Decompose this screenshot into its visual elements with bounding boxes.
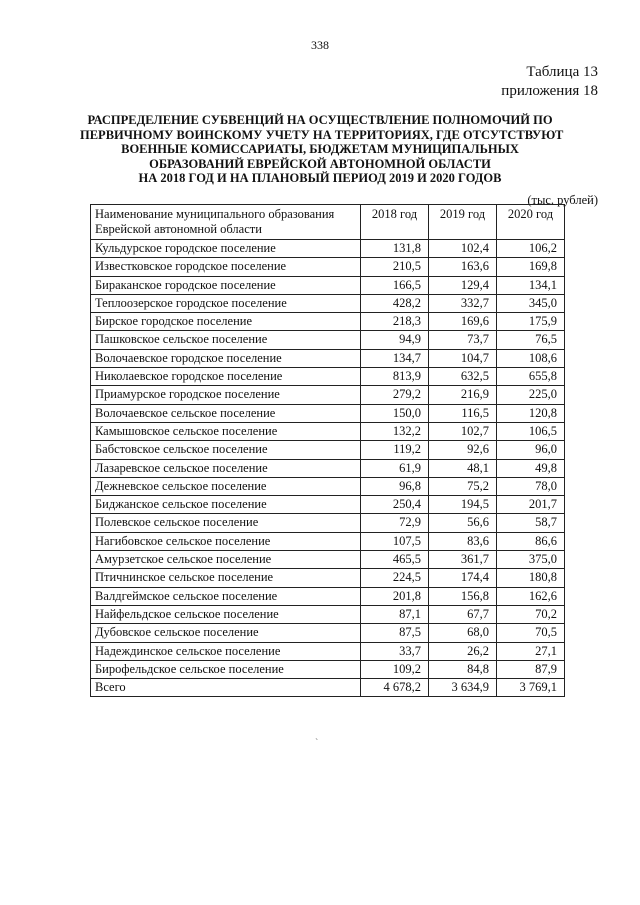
value-2020-cell: 655,8 <box>497 368 565 386</box>
value-2020-cell: 106,5 <box>497 422 565 440</box>
table-row <box>91 459 565 477</box>
value-2018-cell: 96,8 <box>361 477 429 495</box>
value-2018-cell: 119,2 <box>361 441 429 459</box>
value-2019-cell: 163,6 <box>429 258 497 276</box>
title-line: НА 2018 ГОД И НА ПЛАНОВЫЙ ПЕРИОД 2019 И 2020 ГОДОВ <box>138 171 502 186</box>
table-row <box>91 551 565 569</box>
title-line: РАСПРЕДЕЛЕНИЕ СУБВЕНЦИЙ НА ОСУЩЕСТВЛЕНИЕ ПОЛНОМОЧИЙ ПО <box>87 113 553 127</box>
municipality-cell: Волочаевское сельское поселение <box>91 404 361 422</box>
value-2018-cell: 224,5 <box>361 569 429 587</box>
value-2020-cell: 70,2 <box>497 605 565 623</box>
value-2020-cell: 134,1 <box>497 276 565 294</box>
title-line: ПЕРВИЧНОМУ ВОИНСКОМУ УЧЕТУ НА ТЕРРИТОРИЯХ, ГДЕ ОТСУТСТВУЮТ <box>80 127 564 142</box>
municipality-cell: Волочаевское городское поселение <box>91 349 361 367</box>
table-row <box>91 642 565 660</box>
value-2020-cell: 169,8 <box>497 258 565 276</box>
value-2019-cell: 194,5 <box>429 496 497 514</box>
value-2018-cell: 132,2 <box>361 422 429 440</box>
value-2018-cell: 87,5 <box>361 624 429 642</box>
municipality-cell: Нагибовское сельское поселение <box>91 532 361 550</box>
value-2018-cell: 72,9 <box>361 514 429 532</box>
municipality-cell: Найфельдское сельское поселение <box>91 605 361 623</box>
table-row <box>91 404 565 422</box>
municipality-cell: Бабстовское сельское поселение <box>91 441 361 459</box>
value-2019-cell: 129,4 <box>429 276 497 294</box>
value-2018-cell: 94,9 <box>361 331 429 349</box>
table-row <box>91 624 565 642</box>
value-2019-cell: 174,4 <box>429 569 497 587</box>
table-row <box>91 605 565 623</box>
table-row <box>91 386 565 404</box>
table-row <box>91 660 565 678</box>
value-2020-cell: 27,1 <box>497 642 565 660</box>
document-title <box>80 113 564 186</box>
value-2018-cell: 150,0 <box>361 404 429 422</box>
value-2019-cell: 3 634,9 <box>429 679 497 697</box>
table-header-row <box>91 205 565 240</box>
value-2020-cell: 180,8 <box>497 569 565 587</box>
value-2019-cell: 83,6 <box>429 532 497 550</box>
table-row <box>91 349 565 367</box>
value-2019-cell: 75,2 <box>429 477 497 495</box>
value-2020-cell: 106,2 <box>497 240 565 258</box>
municipality-cell: Бирофельдское сельское поселение <box>91 660 361 678</box>
units-label: (тыс. рублей) <box>527 193 598 207</box>
table-row <box>91 368 565 386</box>
value-2018-cell: 33,7 <box>361 642 429 660</box>
value-2019-cell: 169,6 <box>429 313 497 331</box>
value-2018-cell: 107,5 <box>361 532 429 550</box>
value-2020-cell: 225,0 <box>497 386 565 404</box>
municipality-cell: Амурзетское сельское поселение <box>91 551 361 569</box>
municipality-cell: Николаевское городское поселение <box>91 368 361 386</box>
table-row <box>91 331 565 349</box>
table-row <box>91 240 565 258</box>
title-line: ОБРАЗОВАНИЙ ЕВРЕЙСКОЙ АВТОНОМНОЙ ОБЛАСТИ <box>149 156 491 171</box>
value-2018-cell: 166,5 <box>361 276 429 294</box>
value-2019-cell: 102,4 <box>429 240 497 258</box>
value-2018-cell: 210,5 <box>361 258 429 276</box>
title-line: ВОЕННЫЕ КОМИССАРИАТЫ, БЮДЖЕТАМ МУНИЦИПАЛЬНЫХ <box>121 142 519 157</box>
table-row <box>91 422 565 440</box>
municipality-cell: Дубовское сельское поселение <box>91 624 361 642</box>
value-2019-cell: 216,9 <box>429 386 497 404</box>
municipality-cell: Надеждинское сельское поселение <box>91 642 361 660</box>
table-row <box>91 477 565 495</box>
value-2020-cell: 49,8 <box>497 459 565 477</box>
value-2019-cell: 56,6 <box>429 514 497 532</box>
municipality-cell: Пашковское сельское поселение <box>91 331 361 349</box>
table-reference-line2: приложения 18 <box>501 83 598 99</box>
value-2019-cell: 632,5 <box>429 368 497 386</box>
municipality-cell: Теплоозерское городское поселение <box>91 294 361 312</box>
header-2019: 2019 год <box>429 205 497 240</box>
table-row <box>91 276 565 294</box>
value-2019-cell: 361,7 <box>429 551 497 569</box>
table-row <box>91 514 565 532</box>
table-reference-line1: Таблица 13 <box>526 64 598 80</box>
value-2020-cell: 120,8 <box>497 404 565 422</box>
value-2018-cell: 131,8 <box>361 240 429 258</box>
value-2019-cell: 48,1 <box>429 459 497 477</box>
value-2020-cell: 345,0 <box>497 294 565 312</box>
page-number: 338 <box>311 38 329 52</box>
value-2018-cell: 813,9 <box>361 368 429 386</box>
header-2020: 2020 год <box>497 205 565 240</box>
table-row <box>91 532 565 550</box>
value-2018-cell: 201,8 <box>361 587 429 605</box>
header-2018: 2018 год <box>361 205 429 240</box>
value-2020-cell: 175,9 <box>497 313 565 331</box>
value-2020-cell: 162,6 <box>497 587 565 605</box>
value-2018-cell: 4 678,2 <box>361 679 429 697</box>
table-row <box>91 294 565 312</box>
value-2019-cell: 104,7 <box>429 349 497 367</box>
municipality-cell: Кульдурское городское поселение <box>91 240 361 258</box>
value-2020-cell: 96,0 <box>497 441 565 459</box>
table-row <box>91 441 565 459</box>
value-2018-cell: 218,3 <box>361 313 429 331</box>
value-2019-cell: 156,8 <box>429 587 497 605</box>
value-2018-cell: 109,2 <box>361 660 429 678</box>
municipality-cell: Дежневское сельское поселение <box>91 477 361 495</box>
value-2020-cell: 201,7 <box>497 496 565 514</box>
municipality-cell: Приамурское городское поселение <box>91 386 361 404</box>
value-2020-cell: 70,5 <box>497 624 565 642</box>
municipality-cell: Птичнинское сельское поселение <box>91 569 361 587</box>
municipality-cell: Бираканское городское поселение <box>91 276 361 294</box>
table-row <box>91 258 565 276</box>
value-2020-cell: 3 769,1 <box>497 679 565 697</box>
municipality-cell: Всего <box>91 679 361 697</box>
value-2020-cell: 108,6 <box>497 349 565 367</box>
value-2019-cell: 84,8 <box>429 660 497 678</box>
municipality-cell: Известковское городское поселение <box>91 258 361 276</box>
value-2020-cell: 86,6 <box>497 532 565 550</box>
value-2020-cell: 375,0 <box>497 551 565 569</box>
value-2018-cell: 279,2 <box>361 386 429 404</box>
municipality-cell: Биджанское сельское поселение <box>91 496 361 514</box>
value-2019-cell: 102,7 <box>429 422 497 440</box>
municipality-cell: Полевское сельское поселение <box>91 514 361 532</box>
value-2020-cell: 76,5 <box>497 331 565 349</box>
value-2020-cell: 78,0 <box>497 477 565 495</box>
header-municipality: Наименование муниципального образования Еврейской автономной области <box>91 205 361 240</box>
table-row <box>91 569 565 587</box>
value-2018-cell: 87,1 <box>361 605 429 623</box>
value-2020-cell: 58,7 <box>497 514 565 532</box>
municipality-cell: Бирское городское поселение <box>91 313 361 331</box>
value-2019-cell: 116,5 <box>429 404 497 422</box>
stray-mark: ` <box>315 738 319 749</box>
table-row <box>91 313 565 331</box>
table-row <box>91 496 565 514</box>
value-2019-cell: 73,7 <box>429 331 497 349</box>
subventions-table <box>90 204 565 697</box>
value-2019-cell: 26,2 <box>429 642 497 660</box>
municipality-cell: Камышовское сельское поселение <box>91 422 361 440</box>
table-row <box>91 587 565 605</box>
value-2018-cell: 61,9 <box>361 459 429 477</box>
value-2018-cell: 134,7 <box>361 349 429 367</box>
total-row <box>91 679 565 697</box>
value-2018-cell: 428,2 <box>361 294 429 312</box>
value-2019-cell: 68,0 <box>429 624 497 642</box>
value-2020-cell: 87,9 <box>497 660 565 678</box>
value-2018-cell: 465,5 <box>361 551 429 569</box>
table-reference <box>501 63 598 101</box>
value-2019-cell: 332,7 <box>429 294 497 312</box>
municipality-cell: Валдгеймское сельское поселение <box>91 587 361 605</box>
value-2019-cell: 92,6 <box>429 441 497 459</box>
municipality-cell: Лазаревское сельское поселение <box>91 459 361 477</box>
value-2018-cell: 250,4 <box>361 496 429 514</box>
value-2019-cell: 67,7 <box>429 605 497 623</box>
